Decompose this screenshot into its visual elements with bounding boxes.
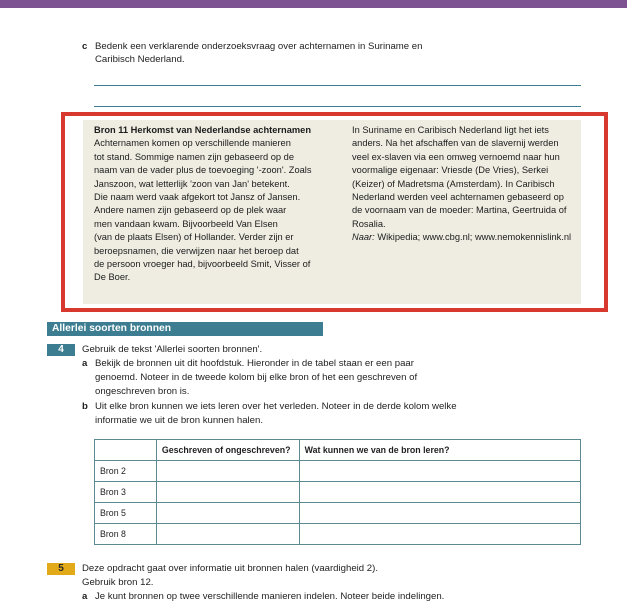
source-title: Bron 11 Herkomst van Nederlandse achternamen — [94, 125, 312, 135]
table-header-cell: Wat kunnen we van de bron leren? — [299, 440, 580, 461]
source-text-line: In Suriname en Caribisch Nederland ligt het iets — [352, 125, 549, 135]
source-text-line: Janszoon, wat letterlijk 'zoon van Jan' betekent. — [94, 178, 290, 189]
table-cell-learn[interactable] — [299, 461, 580, 482]
table-cell-written[interactable] — [156, 524, 299, 545]
source-text-line: beroepsnamen, die verwijzen naar het beroep dat — [94, 245, 299, 256]
table-row-label: Bron 8 — [95, 524, 157, 545]
source-text-line: Nederland werden veel achternamen gebaseerd op — [352, 192, 564, 203]
question-5-badge: 5 — [47, 563, 75, 575]
table-header-cell: Geschreven of ongeschreven? — [156, 440, 299, 461]
question-4-badge: 4 — [47, 344, 75, 356]
question-4a-letter: a — [82, 358, 88, 369]
source-text-line: men vandaan kwam. Bijvoorbeeld Van Elsen — [94, 218, 278, 229]
question-c-line-1: Bedenk een verklarende onderzoeksvraag over achternamen in Suriname en — [95, 41, 423, 52]
question-c-line-2: Caribisch Nederland. — [95, 54, 185, 65]
source-text-line: voormalige eigenaar: Vriesde (De Vries), Serkei — [352, 165, 549, 176]
table-cell-written[interactable] — [156, 482, 299, 503]
question-4a-line-1: Bekijk de bronnen uit dit hoofdstuk. Hieronder in de tabel staan er een paar — [95, 358, 414, 369]
source-text-line: Andere namen zijn gebaseerd op de plek waar — [94, 205, 287, 216]
source-text-line: anders. Na het afschaffen van de slavernij werden — [352, 138, 559, 149]
answer-line-1[interactable] — [94, 85, 581, 86]
table-cell-learn[interactable] — [299, 482, 580, 503]
source-text-line: tot stand. Sommige namen zijn gebaseerd op de — [94, 151, 295, 162]
source-credit-prefix: Naar: — [352, 232, 375, 243]
sources-table — [94, 439, 581, 545]
source-right-column — [352, 124, 571, 245]
source-credit-text: Wikipedia; www.cbg.nl; www.nemokennislink.nl — [374, 232, 572, 243]
source-credit — [352, 231, 571, 244]
source-text-line: Die naam werd vaak afgekort tot Jansz of Jansen. — [94, 192, 301, 203]
top-color-bar — [0, 0, 627, 8]
source-text-line: (van de plaats Elsen) of Hollander. Verder zijn er — [94, 232, 294, 243]
table-cell-learn[interactable] — [299, 503, 580, 524]
table-row-label: Bron 2 — [95, 461, 157, 482]
source-text-line: de voornaam van de moeder: Martina, Geertruida of — [352, 205, 567, 216]
question-4b-line-2: informatie we uit de bron kunnen halen. — [95, 415, 263, 426]
source-text-line: de persoon vroeger had, bijvoorbeeld Smit, Visser of — [94, 259, 311, 270]
section-header: Allerlei soorten bronnen — [47, 322, 323, 336]
source-text-line: De Boer. — [94, 272, 131, 283]
question-4-intro: Gebruik de tekst 'Allerlei soorten bronnen'. — [82, 344, 263, 355]
table-header-cell — [95, 440, 157, 461]
question-4a-line-3: ongeschreven bron is. — [95, 386, 190, 397]
table-header-row — [95, 440, 581, 461]
source-text-line: Rosalia. — [352, 218, 386, 229]
question-5-intro: Deze opdracht gaat over informatie uit bronnen halen (vaardigheid 2). — [82, 563, 378, 574]
source-text-line: Achternamen komen op verschillende manieren — [94, 138, 291, 149]
question-5-use: Gebruik bron 12. — [82, 577, 154, 588]
source-box — [83, 120, 581, 304]
answer-line-2[interactable] — [94, 106, 581, 107]
question-4b-letter: b — [82, 401, 88, 412]
table-cell-written[interactable] — [156, 503, 299, 524]
question-4a-line-2: genoemd. Noteer in de tweede kolom bij elke bron of het een geschreven of — [95, 372, 418, 383]
question-c-letter: c — [82, 41, 88, 52]
question-5a-text: Je kunt bronnen op twee verschillende manieren indelen. Noteer beide indelingen. — [95, 591, 445, 602]
question-4b-line-1: Uit elke bron kunnen we iets leren over het verleden. Noteer in de derde kolom welke — [95, 401, 457, 412]
table-row — [95, 503, 581, 524]
table-row — [95, 461, 581, 482]
source-text-line: naam van de vader plus de toevoeging '-zoon'. Zoals — [94, 165, 312, 176]
source-text-line: (Keizer) of Madretsma (Amsterdam). In Caribisch — [352, 178, 555, 189]
source-text-line: veel ex-slaven via een omweg vernoemd naar hun — [352, 151, 560, 162]
table-row-label: Bron 5 — [95, 503, 157, 524]
table-row — [95, 482, 581, 503]
table-row-label: Bron 3 — [95, 482, 157, 503]
source-left-column — [94, 124, 312, 285]
table-cell-learn[interactable] — [299, 524, 580, 545]
table-cell-written[interactable] — [156, 461, 299, 482]
table-row — [95, 524, 581, 545]
question-5a-letter: a — [82, 591, 88, 602]
